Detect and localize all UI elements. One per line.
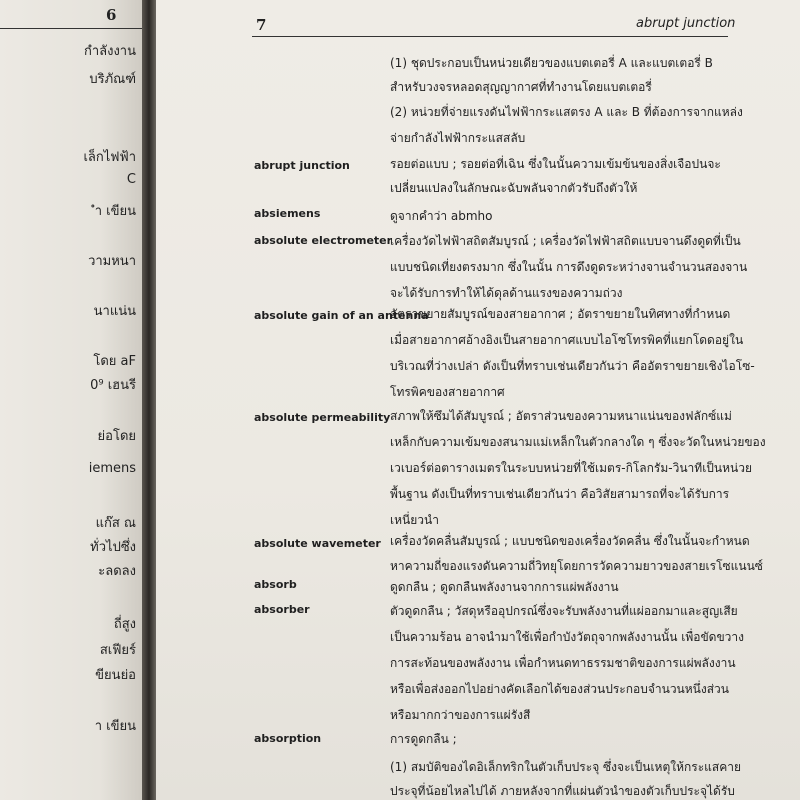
definition-line: เหนี่ยวนำ: [390, 513, 439, 527]
definition-line: เครื่องวัดไฟฟ้าสถิตสัมบูรณ์ ; เครื่องวัดไฟฟ้าสถิตแบบจานดึงดูดที่เป็น: [390, 234, 741, 248]
headword: absolute gain of an antenna: [254, 309, 429, 322]
left-page-fragment: iemens: [88, 461, 136, 476]
left-header-rule: [0, 28, 142, 29]
headword: absorption: [254, 732, 322, 745]
definition-line: ดูจากคำว่า abmho: [390, 209, 493, 223]
left-page-fragment: 0⁹ เฮนรี: [90, 378, 136, 393]
left-page-fragment: บริภัณฑ์: [89, 72, 136, 87]
headword: abrupt junction: [254, 159, 350, 172]
definition-line: เมื่อสายอากาศอ้างอิงเป็นสายอากาศแบบไอโซโทรพิคที่แยกโดดอยู่ใน: [390, 333, 744, 347]
left-page-fragment: เล็กไฟฟ้า: [83, 150, 136, 165]
definition-line: โทรพิคของสายอากาศ: [390, 385, 505, 399]
left-page-fragment: กำลังงาน: [83, 44, 136, 59]
left-page-fragment: สเฟียร์: [99, 643, 136, 658]
headword: absiemens: [254, 207, 321, 220]
headword: absolute electrometer: [254, 234, 393, 247]
definition-line: แบบชนิดเที่ยงตรงมาก ซึ่งในนั้น การดึงดูดระหว่างจานจำนวนสองจาน: [390, 260, 748, 274]
headword: absolute permeability: [254, 411, 391, 424]
left-page-fragment: า เขียน: [94, 719, 136, 734]
headword: absolute wavemeter: [254, 537, 381, 550]
left-page-fragment: ะลดลง: [98, 564, 136, 579]
definition-line: ประจุที่น้อยไหลไปได้ ภายหลังจากที่แผ่นตัวนำของตัวเก็บประจุได้รับ: [390, 784, 735, 798]
definition-line: เหล็กกับความเข้มของสนามแม่เหล็กในตัวกลางใด ๆ ซึ่งจะวัดในหน่วยของ: [390, 435, 766, 449]
definition-line: ตัวดูดกลืน ; วัสดุหรืออุปกรณ์ซึ่งจะรับพลังงานที่แผ่ออกมาและสูญเสีย: [390, 604, 738, 618]
left-page-fragment: โดย aF: [93, 354, 136, 369]
definition-line: สำหรับวงจรหลอดสุญญากาศที่ทำงานโดยแบตเตอรี่: [390, 80, 652, 94]
book-gutter: [142, 0, 156, 800]
left-page: [0, 0, 142, 800]
definition-line: พื้นฐาน ดังเป็นที่ทราบเช่นเดียวกันว่า คือวิสัยสามารถที่จะได้รับการ: [390, 487, 730, 501]
left-page-fragment: ทั่วไปซึ่ง: [90, 540, 136, 555]
definition-line: หาความถี่ของแรงดันความถี่วิทยุโดยการวัดความยาวของสายเรโซแนนซ์: [390, 559, 763, 573]
definition-line: การดูดกลืน ;: [390, 732, 457, 746]
definition-line: บริเวณที่ว่างเปล่า ดังเป็นที่ทราบเช่นเดียวกันว่า คืออัตราขยายเชิงไอโซ-: [390, 359, 755, 373]
left-page-fragment: C: [126, 172, 136, 187]
left-page-fragment: วามหนา: [88, 254, 136, 269]
definition-line: การสะท้อนของพลังงาน เพื่อกำหนดทาธรรมชาติของการแผ่พลังงาน: [390, 656, 736, 670]
definition-line: เป็นความร้อน อาจนำมาใช้เพื่อกำบังวัตถุจากพลังงานนั้น เพื่อขัดขวาง: [390, 630, 745, 644]
left-page-fragment: นาแน่น: [93, 304, 136, 319]
right-page: [156, 0, 800, 800]
left-page-fragment: ำ เขียน: [94, 204, 136, 219]
definition-line: ดูดกลืน ; ดูดกลืนพลังงานจากการแผ่พลังงาน: [390, 580, 619, 594]
definition-line: เครื่องวัดคลื่นสัมบูรณ์ ; แบบชนิดของเครื่องวัดคลื่น ซึ่งในนั้นจะกำหนด: [390, 534, 750, 548]
headword: absorb: [254, 578, 297, 591]
right-page-number: 7: [256, 16, 267, 34]
definition-line: อัตราขยายสัมบูรณ์ของสายอากาศ ; อัตราขยายในทิศทางที่กำหนด: [390, 307, 731, 321]
headword: absorber: [254, 603, 310, 616]
definition-line: (2) หน่วยที่จ่ายแรงดันไฟฟ้ากระแสตรง A และ B ที่ต้องการจากแหล่ง: [390, 105, 743, 119]
left-page-number: 6: [106, 6, 117, 24]
definition-line: หรือเพื่อส่งออกไปอย่างคัดเลือกได้ของส่วนประกอบจำนวนหนึ่งส่วน: [390, 682, 729, 696]
left-page-fragment: แก๊ส ณ: [95, 516, 136, 531]
running-head: abrupt junction: [636, 16, 736, 31]
right-header-rule: [252, 36, 728, 37]
left-page-fragment: ย่อโดย: [97, 429, 136, 444]
definition-line: หรือมากกว่าของการแผ่รังสี: [390, 708, 531, 722]
definition-line: (1) ชุดประกอบเป็นหน่วยเดียวของแบตเตอรี่ A และแบตเตอรี่ B: [390, 56, 713, 70]
definition-line: รอยต่อแบบ ; รอยต่อที่เฉิน ซึ่งในนั้นความเข้มข้นของสิ่งเจือปนจะ: [390, 157, 721, 171]
definition-line: เปลี่ยนแปลงในลักษณะฉับพลันจากตัวรับถึงตัวให้: [390, 181, 638, 195]
definition-line: สภาพให้ซึมได้สัมบูรณ์ ; อัตราส่วนของความหนาแน่นของฟลักซ์แม่: [390, 409, 732, 423]
definition-line: จ่ายกำลังไฟฟ้ากระแสสลับ: [390, 131, 526, 145]
definition-line: เวเบอร์ต่อตารางเมตรในระบบหน่วยที่ใช้เมตร-กิโลกรัม-วินาทีเป็นหน่วย: [390, 461, 753, 475]
definition-line: (1) สมบัติของไดอิเล็กทริกในตัวเก็บประจุ ซึ่งจะเป็นเหตุให้กระแสคาย: [390, 760, 742, 774]
definition-line: จะได้รับการทำให้ได้ดุลด้านแรงของความถ่วง: [390, 286, 623, 300]
left-page-fragment: ถี่สูง: [113, 617, 136, 632]
left-page-fragment: ขียนย่อ: [95, 668, 136, 683]
